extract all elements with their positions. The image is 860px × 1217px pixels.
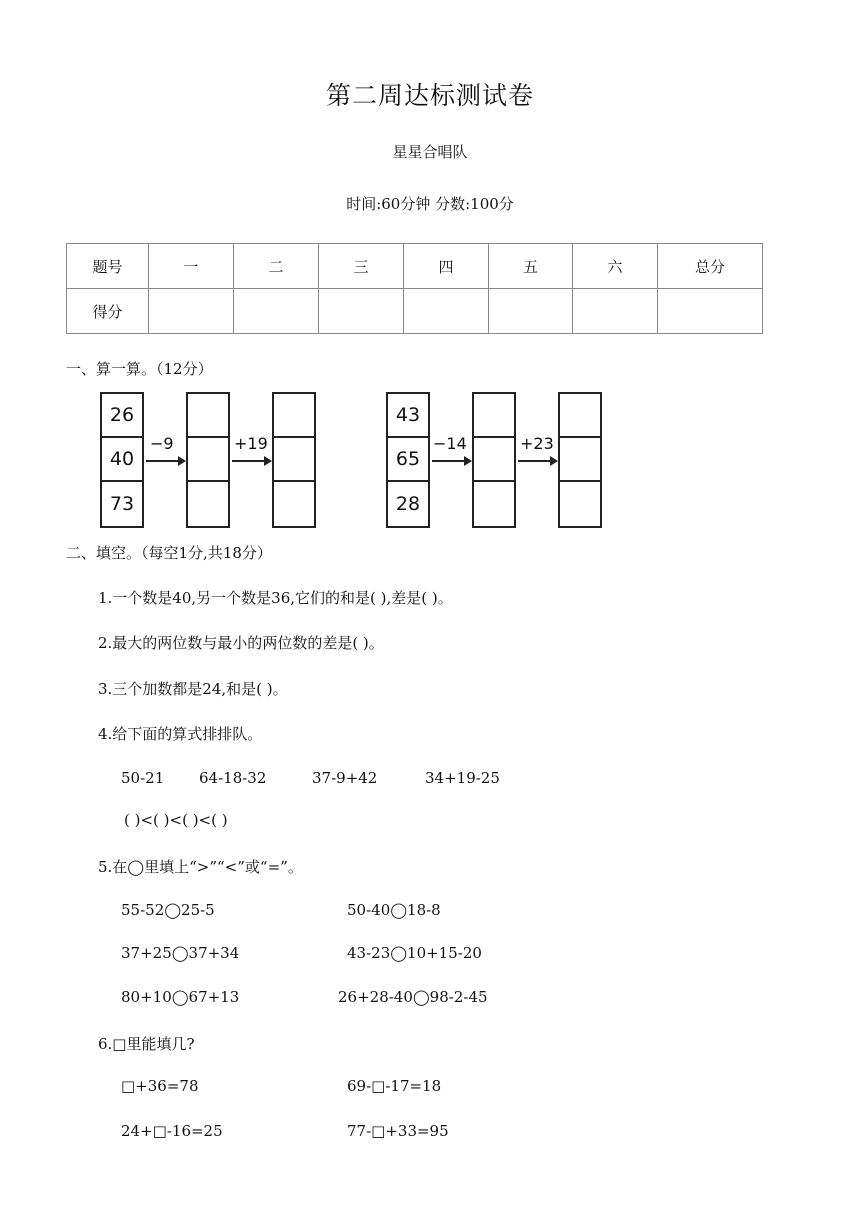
q6-fill-item[interactable]: 24+□-16=25	[121, 1122, 223, 1140]
score-table-cell: 六	[573, 244, 658, 289]
arrow-icon	[146, 460, 184, 462]
flow2-op1-label: −14	[433, 434, 467, 453]
score-table-cell: 总分	[658, 244, 763, 289]
section1-heading: 一、算一算。（12分）	[66, 360, 213, 378]
answer-cell[interactable]	[274, 394, 314, 438]
q4-expression: 34+19-25	[425, 769, 500, 787]
answer-cell[interactable]	[560, 438, 600, 482]
q4-expression: 37-9+42	[312, 769, 378, 787]
question-1: 1.一个数是40,另一个数是36,它们的和是( ),差是( )。	[98, 589, 453, 607]
score-input-cell[interactable]	[404, 289, 489, 334]
answer-cell[interactable]	[188, 438, 228, 482]
question-3: 3.三个加数都是24,和是( )。	[98, 680, 288, 698]
answer-cell[interactable]	[274, 438, 314, 482]
answer-cell[interactable]	[474, 482, 514, 526]
q4-expression: 64-18-32	[199, 769, 267, 787]
score-table-score-row	[67, 289, 763, 334]
flow2-input-value: 43	[388, 394, 428, 438]
flow2-input-value: 65	[388, 438, 428, 482]
score-table-header-row	[67, 244, 763, 289]
arrow-icon	[432, 460, 470, 462]
question-6: 6.□里能填几?	[98, 1035, 195, 1053]
flow1-input-value: 40	[102, 438, 142, 482]
flow2-mid-column	[472, 392, 516, 528]
score-table-cell: 五	[489, 244, 573, 289]
q4-order-blanks[interactable]: ( )<( )<( )<( )	[124, 811, 228, 829]
q5-compare-item[interactable]: 37+25◯37+34	[121, 944, 240, 962]
score-input-cell[interactable]	[149, 289, 234, 334]
flow1-input-column	[100, 392, 144, 528]
section2-heading: 二、填空。（每空1分,共18分）	[66, 544, 272, 562]
q5-compare-item[interactable]: 43-23◯10+15-20	[347, 944, 482, 962]
score-table-cell: 三	[319, 244, 404, 289]
q6-fill-item[interactable]: 69-□-17=18	[347, 1077, 442, 1095]
answer-cell[interactable]	[188, 394, 228, 438]
arrow-icon	[518, 460, 556, 462]
q5-compare-item[interactable]: 80+10◯67+13	[121, 988, 240, 1006]
answer-cell[interactable]	[560, 482, 600, 526]
flow1-input-value: 73	[109, 493, 135, 515]
score-table-cell: 四	[404, 244, 489, 289]
q5-compare-item[interactable]: 26+28-40◯98-2-45	[338, 988, 488, 1006]
score-table-cell: 一	[149, 244, 234, 289]
flow2-op2-label: +23	[520, 434, 554, 453]
question-4: 4.给下面的算式排排队。	[98, 725, 263, 743]
answer-cell[interactable]	[188, 482, 228, 526]
answer-cell[interactable]	[560, 394, 600, 438]
page-subtitle: 星星合唱队	[392, 143, 468, 161]
q5-compare-item[interactable]: 55-52◯25-5	[121, 901, 215, 919]
exam-meta: 时间:60分钟 分数:100分	[346, 195, 514, 213]
score-input-cell[interactable]	[319, 289, 404, 334]
score-input-cell[interactable]	[234, 289, 319, 334]
answer-cell[interactable]	[474, 438, 514, 482]
flow1-input-value: 26	[102, 394, 142, 438]
q5-compare-item[interactable]: 50-40◯18-8	[347, 901, 441, 919]
score-input-cell[interactable]	[658, 289, 763, 334]
score-input-cell[interactable]	[573, 289, 658, 334]
q6-fill-item[interactable]: □+36=78	[121, 1077, 199, 1095]
score-table-cell: 题号	[67, 244, 149, 289]
question-5: 5.在◯里填上“>”“<”或“=”。	[98, 858, 303, 876]
flow1-out-column	[272, 392, 316, 528]
page-title: 第二周达标测试卷	[325, 81, 534, 110]
q6-fill-item[interactable]: 77-□+33=95	[347, 1122, 449, 1140]
answer-cell[interactable]	[274, 482, 314, 526]
flow1-op2-label: +19	[234, 434, 268, 453]
score-table	[66, 243, 763, 334]
flow1-op1-label: −9	[150, 434, 174, 453]
flow2-input-column	[386, 392, 430, 528]
answer-cell[interactable]	[474, 394, 514, 438]
arrow-icon	[232, 460, 270, 462]
flow2-out-column	[558, 392, 602, 528]
q4-expression: 50-21	[121, 769, 165, 787]
flow2-input-value: 28	[395, 493, 421, 515]
score-input-cell[interactable]	[489, 289, 573, 334]
question-2: 2.最大的两位数与最小的两位数的差是( )。	[98, 634, 384, 652]
score-table-cell: 得分	[67, 289, 149, 334]
flow1-mid-column	[186, 392, 230, 528]
score-table-cell: 二	[234, 244, 319, 289]
